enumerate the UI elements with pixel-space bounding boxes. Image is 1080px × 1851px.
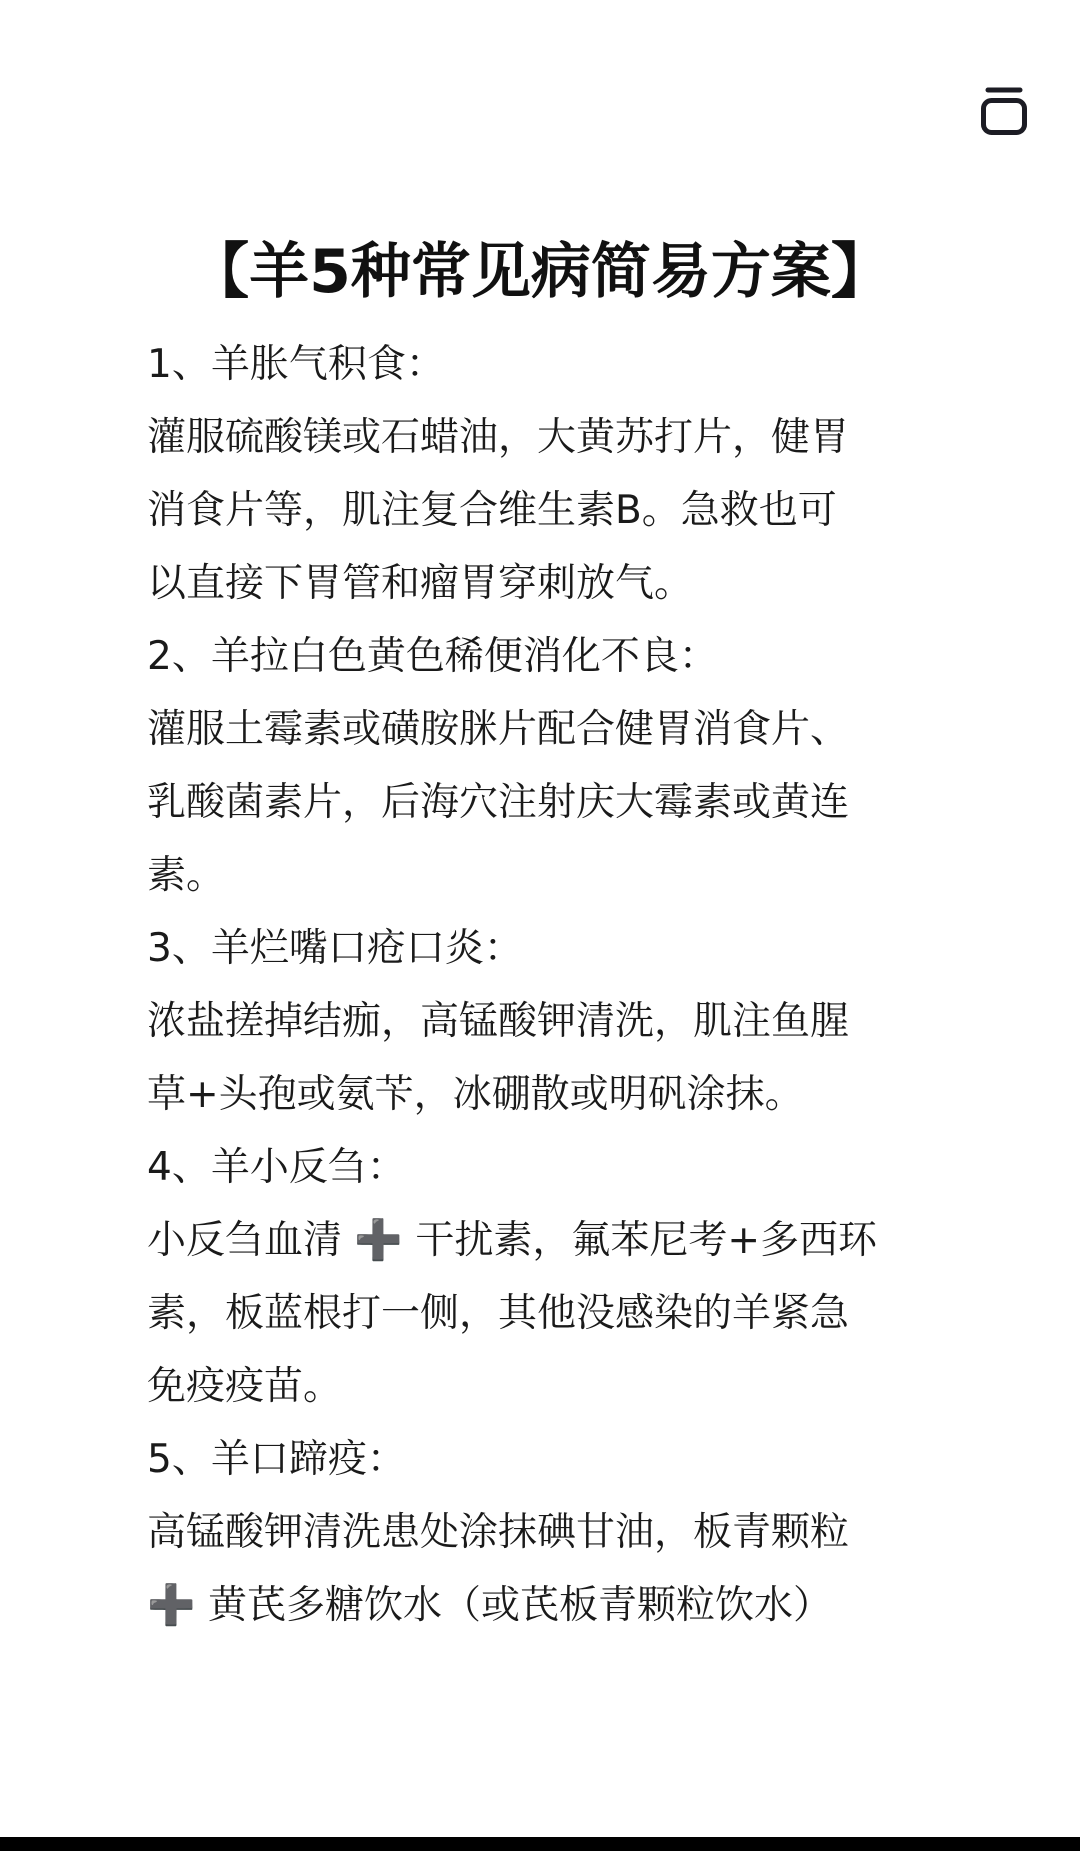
text-line: 乳酸菌素片，后海穴注射庆大霉素或黄连: [147, 780, 850, 825]
text-line: 2、羊拉白色黄色稀便消化不良：: [147, 634, 718, 679]
text-line: 素，板蓝根打一侧，其他没感染的羊紧急: [147, 1291, 850, 1336]
text-line: 灌服土霉素或磺胺脒片配合健胃消食片、: [147, 707, 850, 752]
text-line: 灌服硫酸镁或石蜡油，大黄苏打片，健胃: [147, 415, 850, 460]
text-line: 浓盐搓掉结痂，高锰酸钾清洗，肌注鱼腥: [147, 999, 850, 1044]
page-title: 【羊5种常见病简易方案】: [189, 237, 891, 307]
text-line: 1、羊胀气积食：: [147, 342, 445, 387]
text-line: 高锰酸钾清洗患处涂抹碘甘油，板青颗粒: [147, 1510, 850, 1555]
text-line: 免疫疫苗。: [147, 1364, 343, 1409]
bottom-bar: [0, 1837, 1080, 1851]
copy-icon[interactable]: [980, 86, 1028, 136]
text-line: 4、羊小反刍：: [147, 1145, 406, 1190]
document-body: [147, 328, 927, 1642]
text-line: ➕ 黄芪多糖饮水（或芪板青颗粒饮水）: [147, 1583, 832, 1628]
text-line: 素。: [147, 853, 226, 898]
text-line: 以直接下胃管和瘤胃穿刺放气。: [147, 561, 694, 606]
text-line: 消食片等，肌注复合维生素B。急救也可: [147, 488, 837, 533]
text-line: 5、羊口蹄疫：: [147, 1437, 406, 1482]
text-line: 草+头孢或氨苄，冰硼散或明矾涂抹。: [147, 1072, 804, 1117]
text-line: 3、羊烂嘴口疮口炎：: [147, 926, 523, 971]
text-line: 小反刍血清 ➕ 干扰素，氟苯尼考+多西环: [147, 1218, 878, 1263]
